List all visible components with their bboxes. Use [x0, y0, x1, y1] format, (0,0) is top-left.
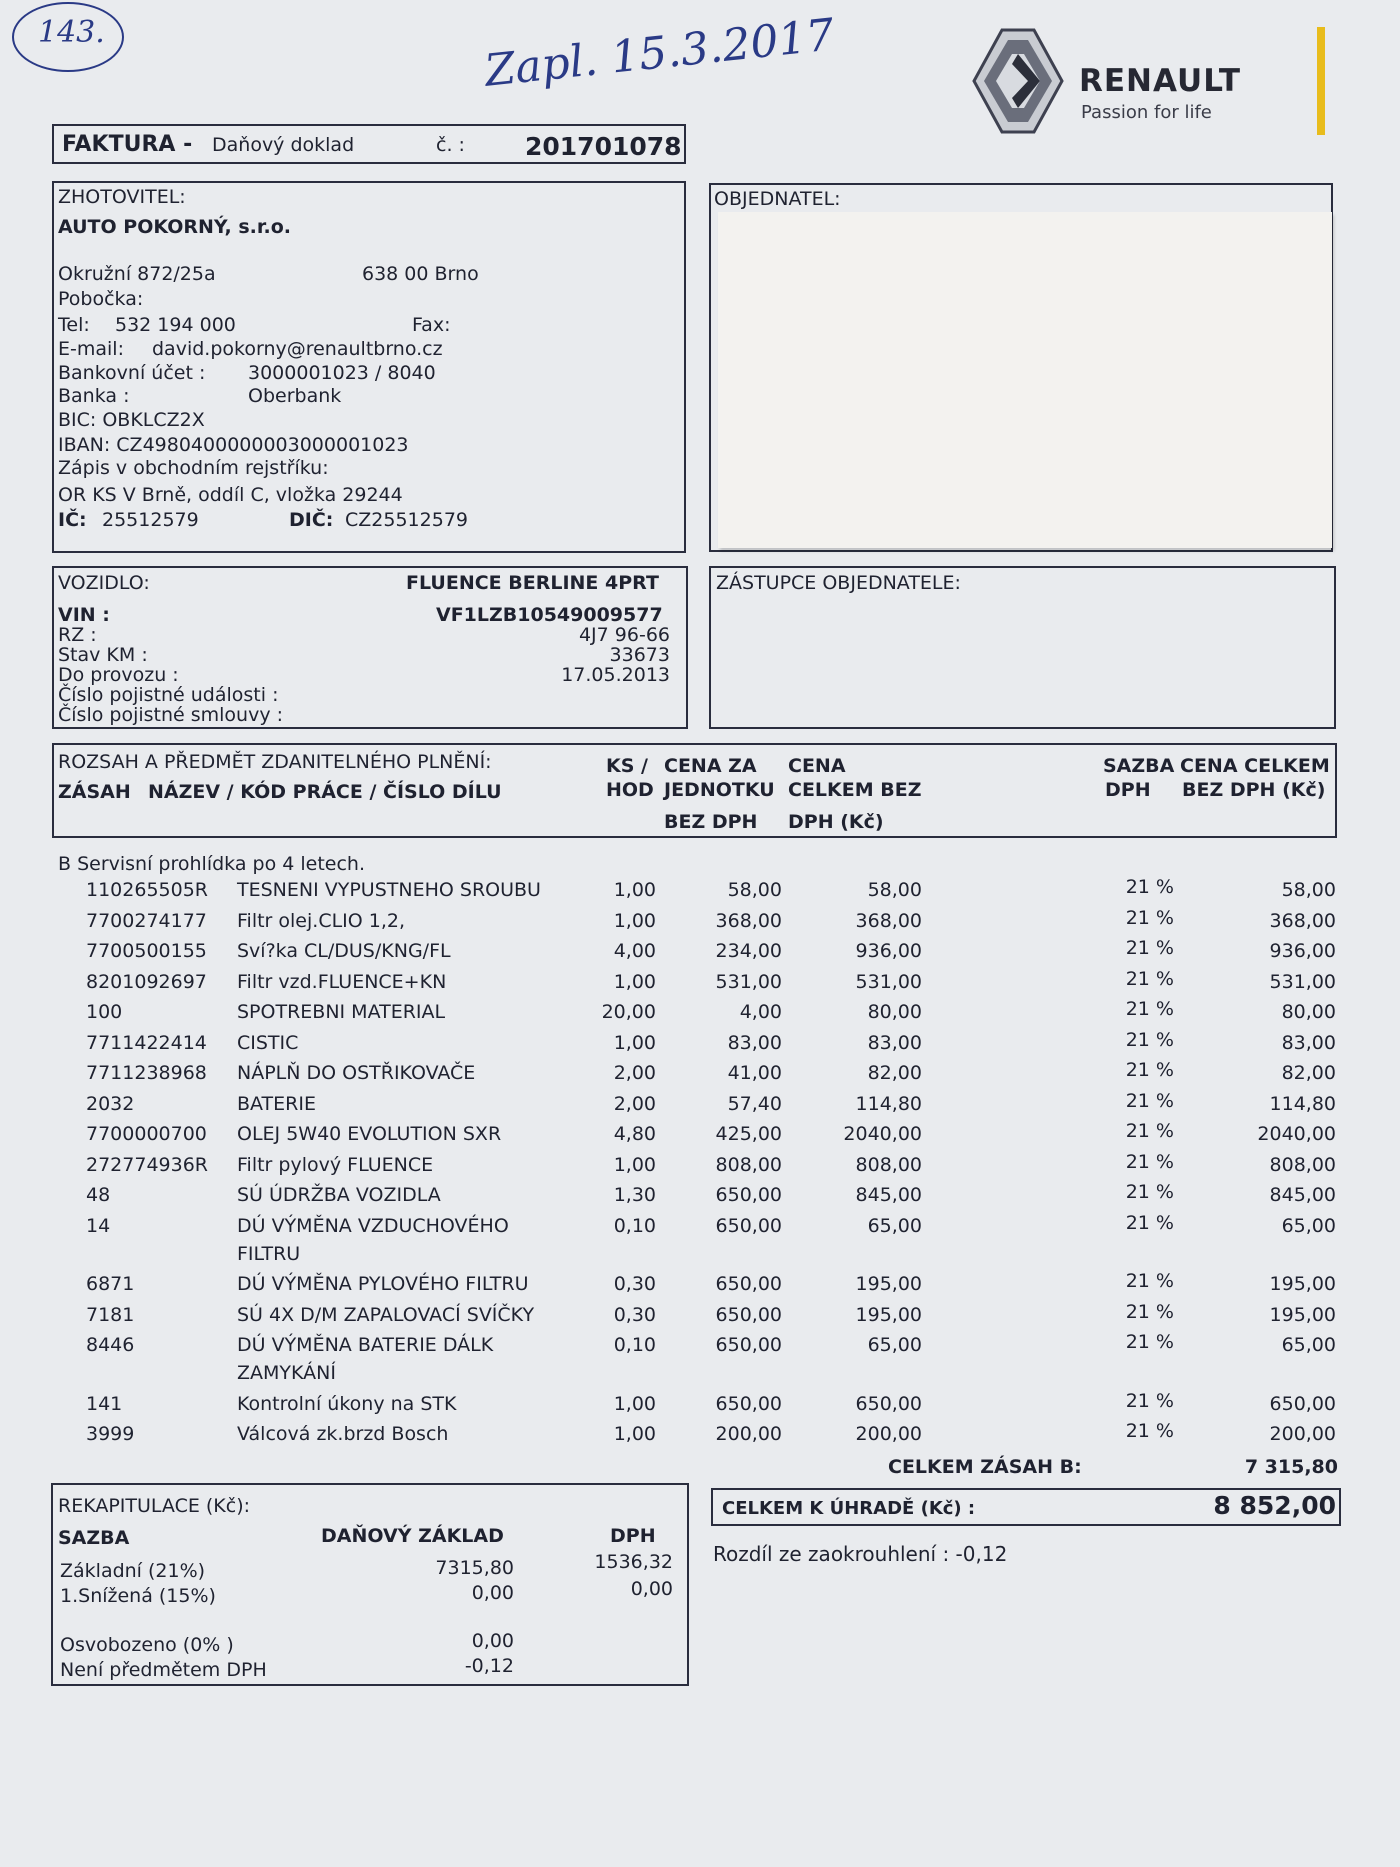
item-vat-rate: 21 %	[1125, 1120, 1174, 1142]
section-title: B Servisní prohlídka po 4 letech.	[58, 853, 365, 875]
item-vat-rate: 21 %	[1125, 937, 1174, 959]
item-unit-price: 57,40	[727, 1092, 782, 1115]
supplier-email: david.pokorny@renaultbrno.cz	[152, 338, 443, 360]
vehicle-rz: 4J7 96-66	[578, 624, 670, 646]
item-unit-price: 234,00	[715, 940, 782, 962]
item-quantity: 4,00	[613, 940, 656, 962]
item-total: 83,00	[867, 1031, 922, 1054]
item-unit-price: 650,00	[715, 1303, 782, 1326]
item-unit-price: 4,00	[739, 1001, 782, 1023]
item-code: 8446	[86, 1334, 135, 1356]
supplier-register: OR KS V Brně, oddíl C, vložka 29244	[58, 484, 403, 506]
item-code: 141	[86, 1392, 123, 1415]
vehicle-heading: VOZIDLO:	[58, 572, 150, 594]
item-total: 195,00	[855, 1273, 922, 1295]
item-quantity: 1,00	[613, 879, 656, 901]
item-total: 58,00	[867, 879, 922, 901]
item-vat-rate: 21 %	[1125, 1150, 1174, 1173]
brand-name: RENAULT	[1079, 63, 1241, 99]
item-name-continuation: ZAMYKÁNÍ	[237, 1362, 336, 1384]
item-vat-rate: 21 %	[1125, 1028, 1174, 1051]
item-total-sum: 83,00	[1281, 1031, 1336, 1054]
item-unit-price: 650,00	[715, 1392, 782, 1415]
recap-row-label: Osvobozeno (0% )	[60, 1634, 234, 1656]
item-unit-price: 531,00	[715, 970, 782, 993]
item-code: 7700000700	[86, 1123, 207, 1145]
supplier-name: AUTO POKORNÝ, s.r.o.	[58, 216, 292, 238]
vehicle-rz-label: RZ :	[58, 624, 97, 646]
item-total-sum: 936,00	[1269, 940, 1336, 962]
item-code: 7700500155	[86, 940, 207, 962]
item-quantity: 0,30	[613, 1303, 656, 1326]
item-name: BATERIE	[237, 1092, 316, 1115]
header-vat-1: SAZBA	[1103, 755, 1175, 777]
item-code: 2032	[86, 1092, 135, 1115]
item-vat-rate: 21 %	[1125, 1270, 1174, 1292]
item-name: DÚ VÝMĚNA BATERIE DÁLK	[237, 1334, 494, 1356]
item-name: CISTIC	[237, 1031, 299, 1054]
item-code: 48	[86, 1184, 111, 1206]
header-scope: ROZSAH A PŘEDMĚT ZDANITELNÉHO PLNĚNÍ:	[58, 751, 492, 773]
item-code: 110265505R	[86, 879, 208, 901]
handwritten-payment-note: Zapl. 15.3.2017	[482, 9, 837, 97]
item-total-sum: 531,00	[1269, 970, 1336, 993]
recap-row-label: Základní (21%)	[60, 1560, 206, 1582]
item-code: 14	[86, 1214, 111, 1237]
item-vat-rate: 21 %	[1125, 906, 1174, 929]
item-total: 195,00	[855, 1303, 922, 1326]
item-total: 650,00	[855, 1392, 922, 1415]
item-quantity: 1,30	[613, 1184, 656, 1206]
item-unit-price: 808,00	[715, 1153, 782, 1176]
item-total-sum: 82,00	[1281, 1062, 1336, 1084]
item-name: SPOTREBNI MATERIAL	[237, 1001, 446, 1023]
recap-row-label: Není předmětem DPH	[60, 1659, 267, 1681]
vehicle-vin-label: VIN :	[58, 604, 110, 626]
item-name: Filtr vzd.FLUENCE+KN	[237, 970, 447, 993]
item-code: 7711422414	[86, 1031, 207, 1054]
item-total-sum: 114,80	[1269, 1092, 1336, 1115]
vehicle-vin: VF1LZB10549009577	[436, 604, 663, 626]
item-total: 80,00	[867, 1001, 922, 1023]
item-quantity: 0,10	[613, 1214, 656, 1237]
header-vat-2: DPH	[1105, 779, 1151, 801]
item-quantity: 1,00	[613, 1423, 656, 1445]
item-unit-price: 368,00	[715, 909, 782, 932]
item-unit-price: 83,00	[727, 1031, 782, 1054]
vehicle-km: 33673	[609, 644, 670, 666]
recap-row-vat: 1536,32	[594, 1551, 673, 1573]
supplier-dic: CZ25512579	[345, 509, 468, 531]
recap-row-label: 1.Snížená (15%)	[60, 1585, 216, 1607]
header-total-3: DPH (Kč)	[788, 811, 884, 833]
item-total-sum: 65,00	[1281, 1334, 1336, 1356]
supplier-bank: Oberbank	[248, 385, 342, 407]
recap-heading: REKAPITULACE (Kč):	[58, 1495, 251, 1517]
recap-col-base: DAŇOVÝ ZÁKLAD	[321, 1525, 504, 1547]
item-quantity: 4,80	[613, 1123, 656, 1145]
item-code: 6871	[86, 1273, 135, 1295]
header-sum-1: CENA CELKEM	[1180, 755, 1330, 777]
item-name: OLEJ 5W40 EVOLUTION SXR	[237, 1123, 502, 1145]
item-total: 65,00	[867, 1334, 922, 1356]
supplier-bank-label: Banka :	[58, 385, 130, 407]
item-total: 808,00	[855, 1153, 922, 1176]
item-quantity: 1,00	[613, 1031, 656, 1054]
item-name: TESNENI VYPUSTNEHO SROUBU	[237, 879, 541, 901]
redaction-patch	[718, 212, 1332, 548]
header-name: NÁZEV / KÓD PRÁCE / ČÍSLO DÍLU	[148, 781, 502, 803]
item-quantity: 1,00	[613, 909, 656, 932]
payment-total-label: CELKEM K ÚHRADĚ (Kč) :	[722, 1498, 976, 1519]
header-sum-2: BEZ DPH (Kč)	[1182, 779, 1326, 801]
brand-slogan: Passion for life	[1081, 102, 1212, 123]
item-quantity: 2,00	[613, 1092, 656, 1115]
item-vat-rate: 21 %	[1125, 1300, 1174, 1323]
supplier-fax-label: Fax:	[412, 314, 451, 336]
invoice-title: FAKTURA -	[62, 132, 193, 157]
item-quantity: 1,00	[613, 1392, 656, 1415]
supplier-account-label: Bankovní účet :	[58, 362, 206, 384]
vehicle-operation-label: Do provozu :	[58, 664, 179, 686]
renault-diamond-logo	[972, 26, 1064, 136]
vehicle-km-label: Stav KM :	[58, 644, 148, 666]
item-vat-rate: 21 %	[1125, 1389, 1174, 1412]
supplier-register-label: Zápis v obchodním rejstříku:	[58, 457, 329, 479]
recap-row-base: 0,00	[471, 1582, 514, 1604]
customer-heading: OBJEDNATEL:	[714, 188, 841, 210]
item-code: 3999	[86, 1423, 135, 1445]
section-total-label: CELKEM ZÁSAH B:	[888, 1456, 1082, 1478]
header-total-1: CENA	[788, 755, 846, 777]
item-unit-price: 425,00	[715, 1123, 782, 1145]
supplier-iban: IBAN: CZ4980400000003000001023	[58, 434, 409, 456]
invoice-number: 201701078	[525, 132, 682, 161]
item-total-sum: 80,00	[1281, 1001, 1336, 1023]
item-total-sum: 195,00	[1269, 1273, 1336, 1295]
header-unit-price-1: CENA ZA	[664, 755, 757, 777]
invoice-number-label: č. :	[436, 134, 465, 156]
item-total: 200,00	[855, 1423, 922, 1445]
item-total: 65,00	[867, 1214, 922, 1237]
item-quantity: 20,00	[601, 1001, 656, 1023]
item-unit-price: 650,00	[715, 1214, 782, 1237]
header-qty-2: HOD	[606, 779, 654, 801]
vehicle-policy-label: Číslo pojistné smlouvy :	[58, 704, 284, 726]
vehicle-model: FLUENCE BERLINE 4PRT	[406, 572, 659, 594]
item-total: 114,80	[855, 1092, 922, 1115]
item-total-sum: 58,00	[1281, 879, 1336, 901]
header-unit-price-2: JEDNOTKU	[664, 779, 775, 801]
item-total-sum: 845,00	[1269, 1184, 1336, 1206]
supplier-dic-label: DIČ:	[289, 509, 334, 531]
payment-total-value: 8 852,00	[1213, 1491, 1336, 1520]
section-total-value: 7 315,80	[1244, 1456, 1338, 1478]
representative-heading: ZÁSTUPCE OBJEDNATELE:	[716, 572, 961, 594]
item-name: Válcová zk.brzd Bosch	[237, 1423, 449, 1445]
item-name-continuation: FILTRU	[237, 1242, 301, 1265]
recap-row-base: 0,00	[471, 1630, 514, 1652]
recap-col-vat: DPH	[610, 1525, 656, 1547]
supplier-tel: 532 194 000	[115, 314, 236, 336]
brand-accent-bar	[1317, 27, 1325, 135]
item-name: SÚ ÚDRŽBA VOZIDLA	[237, 1184, 441, 1206]
supplier-heading: ZHOTOVITEL:	[58, 186, 186, 208]
item-unit-price: 650,00	[715, 1273, 782, 1295]
item-total-sum: 368,00	[1269, 909, 1336, 932]
supplier-ic: 25512579	[102, 509, 199, 531]
supplier-street: Okružní 872/25a	[58, 263, 216, 285]
item-name: Filtr olej.CLIO 1,2,	[237, 909, 406, 932]
item-code: 8201092697	[86, 970, 207, 993]
supplier-branch: Pobočka:	[58, 288, 144, 310]
header-qty-1: KS /	[606, 755, 648, 777]
item-code: 100	[86, 1001, 123, 1023]
item-unit-price: 58,00	[727, 879, 782, 901]
item-quantity: 0,30	[613, 1273, 656, 1295]
item-unit-price: 650,00	[715, 1184, 782, 1206]
item-total: 82,00	[867, 1062, 922, 1084]
vehicle-claim-label: Číslo pojistné události :	[58, 684, 279, 706]
item-name: DÚ VÝMĚNA PYLOVÉHO FILTRU	[237, 1273, 529, 1295]
item-total-sum: 65,00	[1281, 1214, 1336, 1237]
item-name: Kontrolní úkony na STK	[237, 1392, 457, 1415]
item-total-sum: 195,00	[1269, 1303, 1336, 1326]
item-unit-price: 41,00	[727, 1062, 782, 1084]
item-name: Filtr pylový FLUENCE	[237, 1153, 434, 1176]
header-zasah: ZÁSAH	[58, 781, 131, 803]
item-code: 7700274177	[86, 909, 207, 932]
recap-row-base: 7315,80	[435, 1557, 514, 1579]
item-quantity: 0,10	[613, 1334, 656, 1356]
item-quantity: 2,00	[613, 1062, 656, 1084]
item-vat-rate: 21 %	[1125, 998, 1174, 1020]
item-vat-rate: 21 %	[1125, 1089, 1174, 1112]
item-name: DÚ VÝMĚNA VZDUCHOVÉHO	[237, 1214, 509, 1237]
item-quantity: 1,00	[613, 970, 656, 993]
supplier-bic: BIC: OBKLCZ2X	[58, 409, 205, 431]
item-total: 531,00	[855, 970, 922, 993]
item-vat-rate: 21 %	[1125, 1331, 1174, 1353]
vehicle-operation-date: 17.05.2013	[561, 664, 670, 686]
item-vat-rate: 21 %	[1125, 1211, 1174, 1234]
item-name: NÁPLŇ DO OSTŘIKOVAČE	[237, 1062, 476, 1084]
item-vat-rate: 21 %	[1125, 1181, 1174, 1203]
supplier-email-label: E-mail:	[58, 338, 124, 360]
item-vat-rate: 21 %	[1125, 876, 1174, 898]
item-code: 272774936R	[86, 1153, 208, 1176]
supplier-ic-label: IČ:	[58, 509, 87, 531]
item-code: 7711238968	[86, 1062, 207, 1084]
item-unit-price: 650,00	[715, 1334, 782, 1356]
item-total-sum: 808,00	[1269, 1153, 1336, 1176]
item-total: 368,00	[855, 909, 922, 932]
item-vat-rate: 21 %	[1125, 967, 1174, 990]
supplier-city: 638 00 Brno	[362, 263, 479, 285]
item-code: 7181	[86, 1303, 135, 1326]
rounding-difference: Rozdíl ze zaokrouhlení : -0,12	[713, 1542, 1008, 1566]
supplier-account: 3000001023 / 8040	[248, 362, 436, 384]
item-total: 845,00	[855, 1184, 922, 1206]
recap-row-vat: 0,00	[630, 1578, 673, 1600]
item-total: 936,00	[855, 940, 922, 962]
handwritten-document-number: 143.	[38, 15, 105, 50]
item-vat-rate: 21 %	[1125, 1420, 1174, 1442]
supplier-tel-label: Tel:	[58, 314, 90, 336]
item-total-sum: 650,00	[1269, 1392, 1336, 1415]
header-total-2: CELKEM BEZ	[788, 779, 922, 801]
item-vat-rate: 21 %	[1125, 1059, 1174, 1081]
item-quantity: 1,00	[613, 1153, 656, 1176]
header-unit-price-3: BEZ DPH	[664, 811, 758, 833]
recap-row-base: -0,12	[464, 1655, 514, 1677]
item-name: SÚ 4X D/M ZAPALOVACÍ SVÍČKY	[237, 1303, 535, 1326]
item-total-sum: 2040,00	[1257, 1123, 1336, 1145]
item-name: Sví?ka CL/DUS/KNG/FL	[237, 940, 451, 962]
recap-col-rate: SAZBA	[58, 1527, 130, 1549]
item-unit-price: 200,00	[715, 1423, 782, 1445]
item-total: 2040,00	[843, 1123, 922, 1145]
item-total-sum: 200,00	[1269, 1423, 1336, 1445]
invoice-subtitle: Daňový doklad	[212, 134, 355, 156]
